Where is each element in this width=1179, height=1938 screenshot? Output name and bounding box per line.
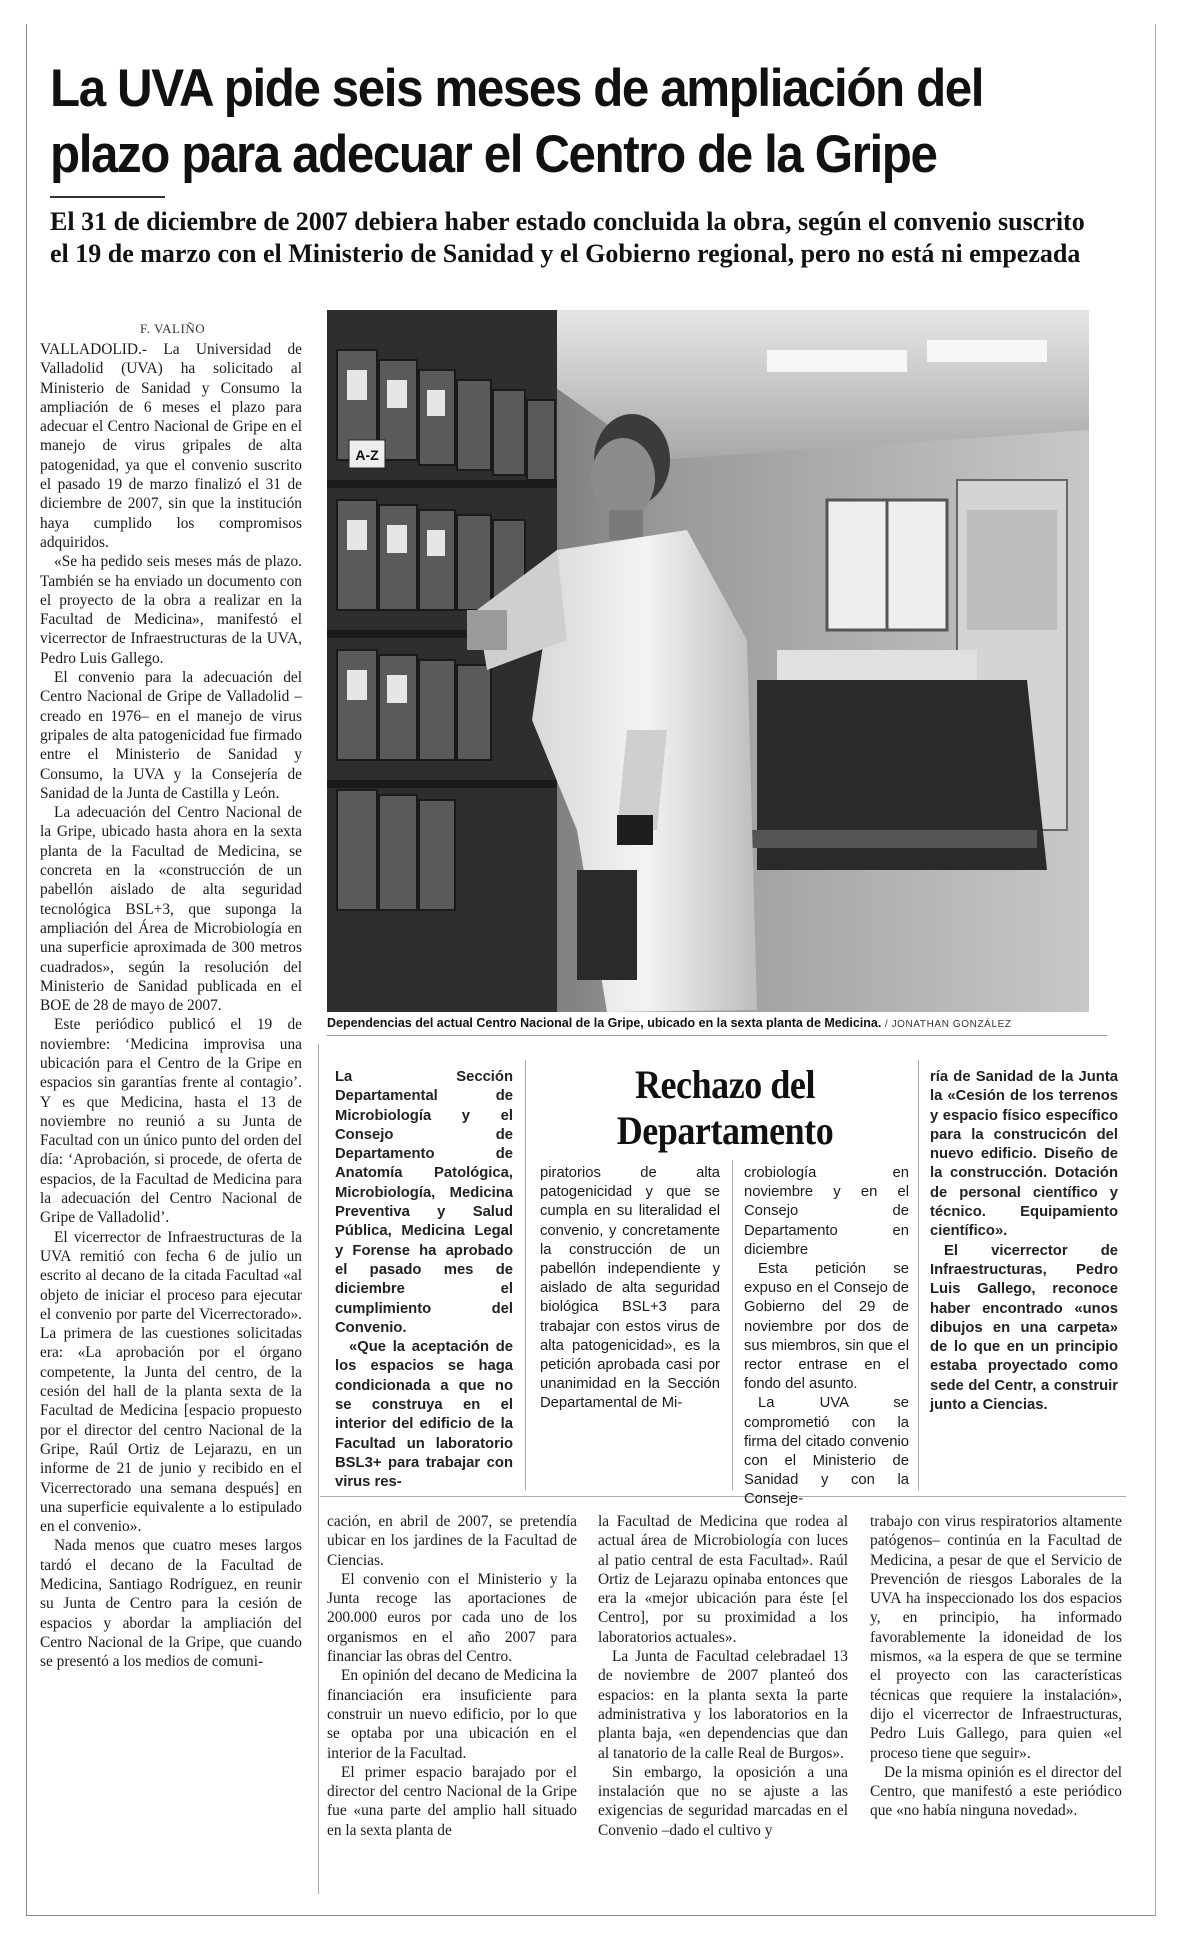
bottom-column-3 (870, 1512, 1122, 1821)
article-paragraph: trabajo con virus respiratorios altamente patógenos– continúa en la Facultad de Medicina, a pesar de que el Servicio de Prevención de riesgos Laborales de la UVA ha inspeccionado los dos espacios y, en principio, ha informado favorablemente la idoneidad de los mismos, «a la espera de que se termine el proyecto con las características técnicas que requiere la instalación», dijo el vicerrector de Infraestructuras, Pedro Luis Gallego, para quien «el proceso tiene que seguir». (870, 1513, 1122, 1762)
subheadline (50, 206, 1120, 270)
sidebar-paragraph: El vicerrector de Infraestructuras, Pedro Luis Gallego, reconoce haber encontrado «unos dibujos en una carpeta» de lo que en un principio estaba proyectado como sede del Centr, a construir junto a Ciencias. (930, 1242, 1118, 1414)
binder-label: A-Z (355, 447, 379, 463)
article-paragraph: La adecuación del Centro Nacional de la Gripe, ubicado hasta ahora en la sexta planta de la Facultad de Medicina, se concreta en la «construcción de un pabellón aislado de alta seguridad tecnológica BSL+3, que suponga la ampliación del Área de Microbiología en una superficie aproximada de 300 metros cuadrados», según la resolución del Ministerio de Sanidad publicada en el BOE de 28 de mayo de 2007. (40, 804, 302, 1015)
subheadline-line-1: El 31 de diciembre de 2007 debiera haber estado concluida la obra, según el convenio suscrito (50, 207, 1085, 236)
caption-divider (327, 1035, 1107, 1036)
sidebar-paragraph: La Sección Departamental de Microbiología y el Consejo de Departamento de Anatomía Patológica, Microbiología, Medicina Preventiva y Salud Pública, Medicina Legal y Forense ha aprobado el pasado mes de diciembre el cumplimiento del Convenio. (335, 1069, 513, 1336)
article-paragraph: En opinión del decano de Medicina la financiación era insuficiente para construir un nuevo edificio, por lo que se optaba por una ubicación en el interior de la Facultad. (327, 1667, 577, 1762)
article-paragraph: El convenio con el Ministerio y la Junta recoge las aportaciones de 200.000 euros por cada uno de los organismos en el año 2007 para financiar las obras del Centro. (327, 1570, 577, 1666)
headline (50, 56, 1064, 188)
sidebar-title-line-1: Rechazo del (634, 1062, 815, 1107)
bottom-column-1 (327, 1512, 577, 1840)
subheadline-line-2: el 19 de marzo con el Ministerio de Sanidad y el Gobierno regional, pero no está ni empezada (50, 239, 1081, 268)
headline-line-2: plazo para adecuar el Centro de la Gripe (50, 125, 937, 184)
article-paragraph: «Se ha pedido seis meses más de plazo. También se ha enviado un documento con el proyecto de la obra a realizar en la Facultad de Medicina», manifestó el vicerrector de Infraestructuras de la UVA, Pedro Luis Gallego. (40, 553, 302, 667)
sidebar-column-3 (744, 1164, 909, 1510)
article-paragraph: Este periódico publicó el 19 de noviembre: ‘Medicina improvisa una ubicación para el Centro de la Gripe en espacios sin garantías frente al contagio’. Y es que Medicina, hasta el 13 de noviembre no reunió a su Junta de Facultad con un único punto del orden del día: ‘Aprobación, si procede, de oferta de espacios, de la Facultad de Medicina para la adecuación del Centro Nacional de Gripe de Valladolid’. (40, 1016, 302, 1227)
article-paragraph: De la misma opinión es el director del Centro, que manifestó a este periódico que «no había ninguna novedad». (870, 1763, 1122, 1820)
article-paragraph: El primer espacio barajado por el director del centro Nacional de la Gripe fue «una parte del amplio hall situado en la sexta planta de (327, 1763, 577, 1839)
sidebar-column-1 (335, 1068, 513, 1493)
photo-credit: / JONATHAN GONZÁLEZ (884, 1019, 1012, 1030)
sidebar-divider (525, 1060, 526, 1490)
sidebar-divider (732, 1160, 733, 1490)
article-paragraph: VALLADOLID.- La Universidad de Valladolid (UVA) ha solicitado al Ministerio de Sanidad y Consumo la ampliación de 6 meses el plazo para adecuar el Centro Nacional de Gripe en el manejo de virus gripales de alta patogenidad, ya que el convenio suscrito el pasado 19 de marzo finalizó el 31 de diciembre de 2007, sin que la institución haya cumplido los compromisos adquiridos. (40, 341, 302, 551)
sidebar-paragraph: piratorios de alta patogenicidad y que se cumpla en su literalidad el convenio, y concretamente la construcción de un pabellón independiente y aislado de alta seguridad biológica BSL+3 para trabajar con estos virus de alta patogenicidad», es la petición aprobada casi por unanimidad en la Sección Departamental de Mi- (540, 1165, 720, 1412)
article-paragraph: la Facultad de Medicina que rodea al actual área de Microbiología con luces al patio central de esta Facultad». Raúl Ortiz de Lejarazu opinaba entonces que era la «mejor ubicación para éste [el Centro], por su proximidad a los laboratorios actuales». (598, 1513, 848, 1646)
sidebar-bottom-rule (320, 1496, 1126, 1497)
photo-caption-text: Dependencias del actual Centro Nacional de la Gripe, ubicado en la sexta planta de Medicina. (327, 1016, 882, 1030)
sidebar-paragraph: La UVA se comprometió con la firma del citado convenio con el Ministerio de Sanidad y con la Conseje- (744, 1395, 909, 1508)
sidebar-title-line-2: Departamento (616, 1108, 834, 1153)
article-paragraph: La Junta de Facultad celebradael 13 de noviembre de 2007 planteó dos espacios: en la planta sexta la parte administrativa y los laboratorios en la planta baja, «en dependencias que dan al tanatorio de la calle Real de Burgos». (598, 1648, 848, 1762)
article-paragraph: El convenio para la adecuación del Centro Nacional de Gripe de Valladolid –creado en 1976– en el manejo de virus gripales de alta patogenicidad fue firmado entre el Ministerio de Sanidad y Consumo, la UVA y la Consejería de Sanidad de la Junta de Castilla y León. (40, 669, 302, 802)
sidebar-column-2 (540, 1164, 720, 1414)
sidebar-title (590, 1062, 860, 1154)
sidebar-paragraph: ría de Sanidad de la Junta la «Cesión de los terrenos y espacio físico específico para la construcicón del nuevo edificio. Diseño de la construcción. Dotación de personal científico y técnico. Equipamiento científico». (930, 1069, 1118, 1240)
bottom-column-2 (598, 1512, 848, 1840)
article-paragraph: Nada menos que cuatro meses largos tardó el decano de la Facultad de Medicina, Santiago Rodríguez, en reunir su Junta de Centro para la cesión de espacios y abordar la ampliación del Centro Nacional de la Gripe, que cuando se presentó a los medios de comuni- (40, 1537, 302, 1671)
laboratory-photo-illustration (327, 310, 1089, 1012)
headline-divider (50, 196, 165, 198)
sidebar-paragraph: Esta petición se expuso en el Consejo de Gobierno del 29 de noviembre por dos de sus miembros, sin que el rector entrase en el fondo del asunto. (744, 1261, 909, 1393)
byline: F. VALIÑO (140, 321, 206, 336)
sidebar-paragraph: «Que la aceptación de los espacios se haga condicionada a que no se construya en el interior del edificio de la Facultad un laboratorio BSL3+ para trabajar con virus res- (335, 1339, 513, 1491)
sidebar-divider (918, 1060, 919, 1490)
sidebar-paragraph: crobiología en noviembre y en el Consejo de Departamento en diciembre (744, 1165, 909, 1258)
article-paragraph: cación, en abril de 2007, se pretendía ubicar en los jardines de la Facultad de Ciencias. (327, 1513, 577, 1569)
article-paragraph: El vicerrector de Infraestructuras de la UVA remitió con fecha 6 de julio un escrito al decano de la citada Facultad «al objeto de iniciar el proceso para ejecutar el convenio por parte del Vicerrectorado». La primera de las cuestiones solicitadas era: «La aprobación por el órgano competente, la Junta del centro, de la cesión del hall de la planta sexta de la Facultad de Medicina [espacio propuesto por el director del centro Nacional de la Gripe, Raúl Ortiz de Lejarazu, en un informe de 21 de junio y recibido en el Vicerrectorado una semana después] en una superficie equivalente a lo estipulado en el convenio». (40, 1228, 302, 1536)
sidebar-column-4 (930, 1068, 1118, 1415)
photo-caption (327, 1016, 1107, 1030)
laboratory-photo (327, 310, 1089, 1012)
column-divider (318, 1044, 319, 1894)
main-article-column (40, 340, 302, 1671)
article-paragraph: Sin embargo, la oposición a una instalación que no se ajuste a las exigencias de seguridad marcadas en el Convenio –dado el cultivo y (598, 1763, 848, 1839)
headline-line-1: La UVA pide seis meses de ampliación del (50, 59, 984, 118)
